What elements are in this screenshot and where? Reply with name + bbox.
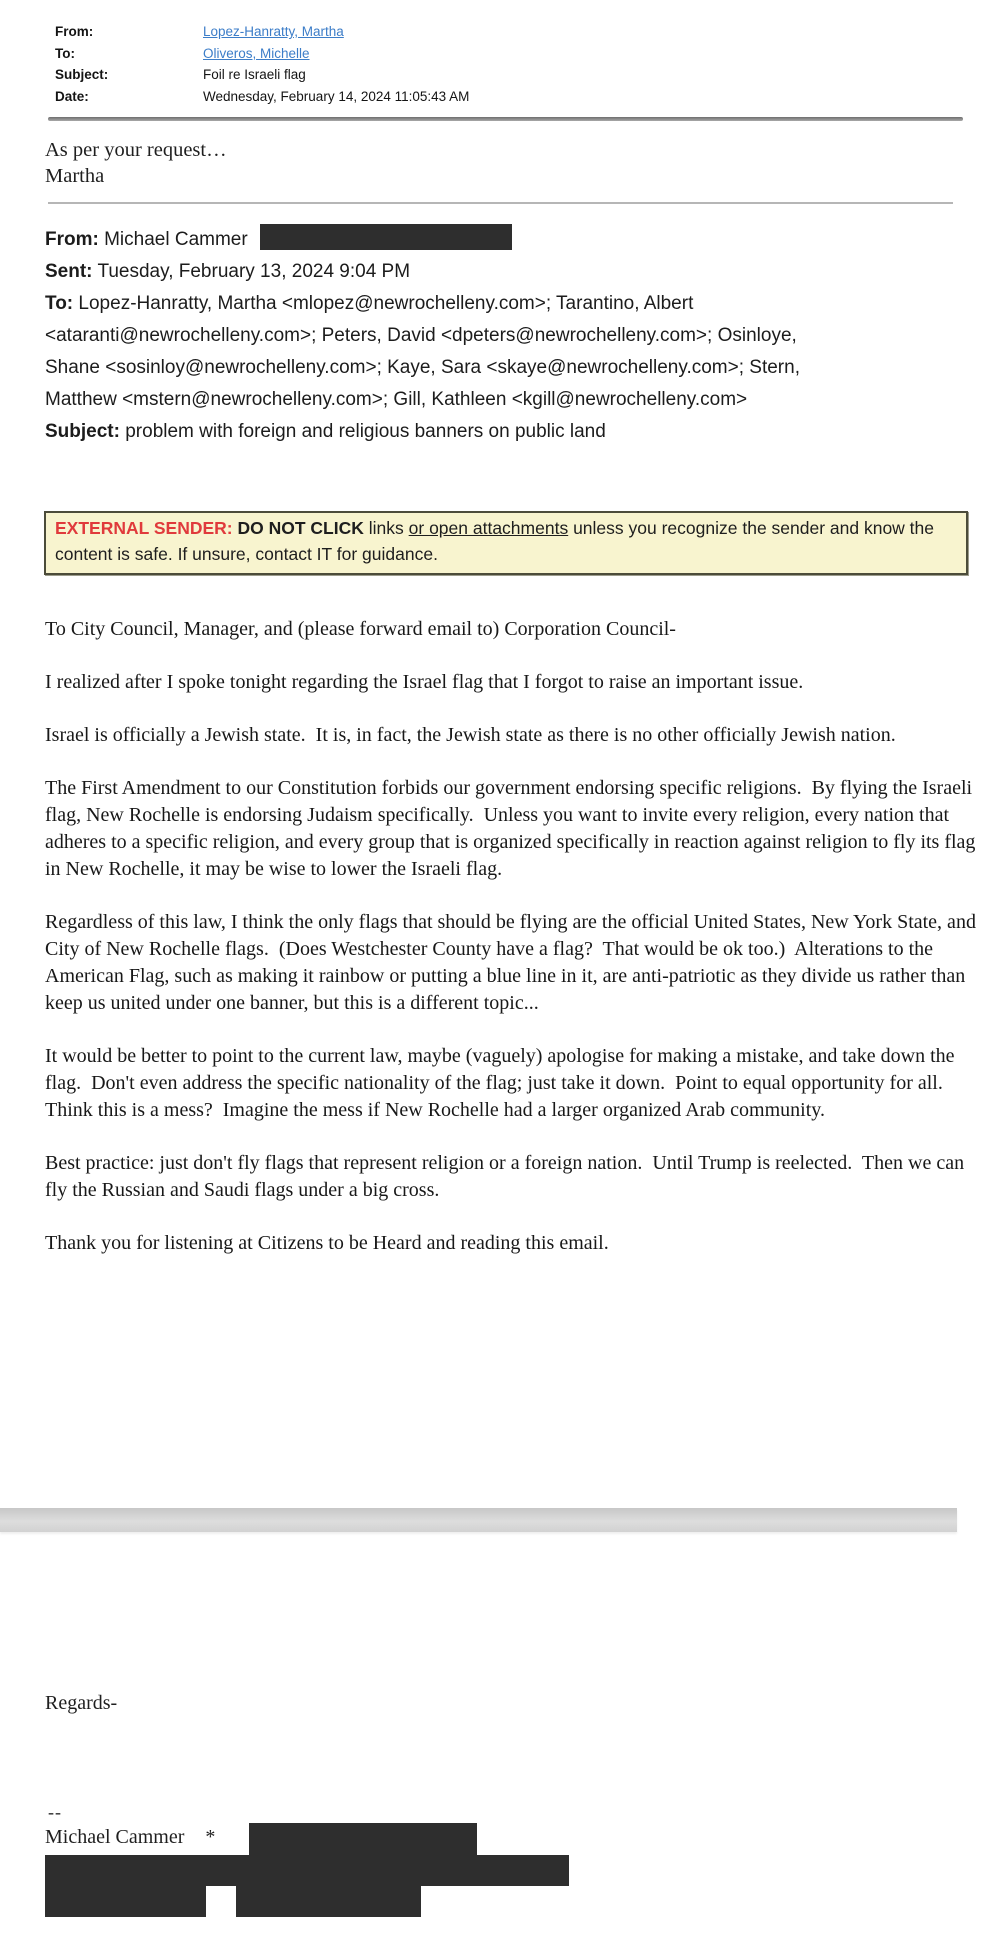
forwarded-to-label: To: — [45, 293, 74, 314]
forwarded-to-recipients: Lopez-Hanratty, Martha <mlopez@newrochelleny.com>; Tarantino, Albert — [78, 293, 694, 314]
subject-label: Subject: — [55, 67, 109, 82]
forwarded-to-line-3: Shane <sosinloy@newrochelleny.com>; Kaye, Sara <skaye@newrochelleny.com>; Stern, — [45, 357, 800, 378]
header-separator-line — [48, 117, 963, 121]
date-value: Wednesday, February 14, 2024 11:05:43 AM — [203, 88, 470, 104]
external-sender-warning-banner — [44, 511, 968, 575]
body-paragraph: Best practice: just don't fly flags that represent religion or a foreign nation. Until Trump is reelected. Then we can fly the Russian and Saudi flags under a big cross. — [45, 1152, 970, 1201]
warning-links-text: links — [368, 518, 404, 538]
forwarded-to-line-4: Matthew <mstern@newrochelleny.com>; Gill, Kathleen <kgill@newrochelleny.com> — [45, 389, 748, 410]
external-sender-label: EXTERNAL SENDER: — [55, 518, 233, 538]
email-body — [45, 616, 980, 1283]
forwarded-sent-value: Tuesday, February 13, 2024 9:04 PM — [97, 261, 411, 282]
intro-line: As per your request… — [45, 139, 227, 161]
forwarded-to-line-1 — [45, 288, 980, 320]
body-paragraph-salutation: To City Council, Manager, and (please forward email to) Corporation Council- — [45, 618, 676, 640]
redaction-box — [45, 1855, 569, 1886]
forwarded-from-label: From: — [45, 229, 99, 250]
body-paragraph: Regardless of this law, I think the only flags that should be flying are the official United States, New York State, and City of New Rochelle flags. (Does Westchester County have a flag? That would be ok too.) Alterations to the American Flag, such as making it rainbow or putting a blue line in it, are anti-patriotic as they divide us rather than keep us united under one banner, but this is a different topic... — [45, 911, 981, 1014]
to-label: To: — [55, 45, 75, 61]
forwarded-sent-label: Sent: — [45, 261, 93, 282]
body-paragraph: It would be better to point to the current law, maybe (vaguely) apologise for making a mistake, and take down the flag. Don't even address the specific nationality of the flag; just take it down. Point to equal opportunity for all. Think this is a mess? Imagine the mess if New Rochelle had a larger organized Arab community. — [45, 1045, 960, 1121]
forwarded-subject-label: Subject: — [45, 421, 120, 442]
redaction-box — [249, 1823, 477, 1856]
signature-asterisk: * — [205, 1826, 216, 1848]
header-row-date — [55, 86, 469, 108]
page-break-band — [0, 1508, 957, 1532]
closing-regards: Regards- — [45, 1692, 118, 1714]
to-recipient-link[interactable]: Oliveros, Michelle — [203, 45, 310, 61]
body-paragraph: I realized after I spoke tonight regarding the Israel flag that I forgot to raise an important issue. — [45, 671, 804, 693]
forwarded-to-line-2: <ataranti@newrochelleny.com>; Peters, David <dpeters@newrochelleny.com>; Osinloye, — [45, 325, 797, 346]
header-row-to — [55, 43, 469, 65]
redaction-box — [45, 1886, 206, 1917]
email-header — [55, 21, 469, 107]
body-paragraph: Israel is officially a Jewish state. It is, in fact, the Jewish state as there is no other officially Jewish nation. — [45, 724, 896, 746]
from-label: From: — [55, 24, 94, 39]
warning-underlined-text: or open attachments — [408, 518, 569, 538]
signature-name: Michael Cammer — [45, 1826, 185, 1848]
date-label: Date: — [55, 88, 89, 104]
from-sender-link[interactable]: Lopez-Hanratty, Martha — [203, 24, 344, 39]
forwarded-separator-line — [48, 202, 953, 204]
body-paragraph: The First Amendment to our Constitution forbids our government endorsing specific religions. By flying the Israeli flag, New Rochelle is endorsing Judaism specifically. Unless you want to invite every religion, every nation that adheres to a specific religion, and every group that is organized specifically in reaction against religion to fly its flag in New Rochelle, it may be wise to lower the Israeli flag. — [45, 777, 981, 880]
header-row-from — [55, 21, 469, 43]
header-row-subject — [55, 64, 469, 86]
forwarded-from-value: Michael Cammer — [104, 229, 248, 250]
redaction-box — [260, 224, 512, 250]
subject-value: Foil re Israeli flag — [203, 67, 306, 82]
intro-note — [45, 137, 227, 189]
forwarded-from-line — [45, 224, 980, 256]
signature-name-line — [45, 1826, 215, 1849]
body-paragraph-thanks: Thank you for listening at Citizens to be Heard and reading this email. — [45, 1232, 609, 1254]
forwarded-sent-line — [45, 256, 980, 288]
signature-delimiter: -- — [48, 1802, 62, 1822]
do-not-click-text: DO NOT CLICK — [237, 518, 364, 538]
forwarded-subject-line — [45, 416, 980, 448]
forwarded-header — [45, 224, 980, 448]
redaction-box — [236, 1886, 421, 1917]
warning-rest-text: unless you recognize the sender and know the content is safe. If unsure, contact IT for guidance. — [55, 518, 935, 564]
intro-signature: Martha — [45, 165, 105, 187]
forwarded-subject-value: problem with foreign and religious banners on public land — [125, 421, 606, 442]
